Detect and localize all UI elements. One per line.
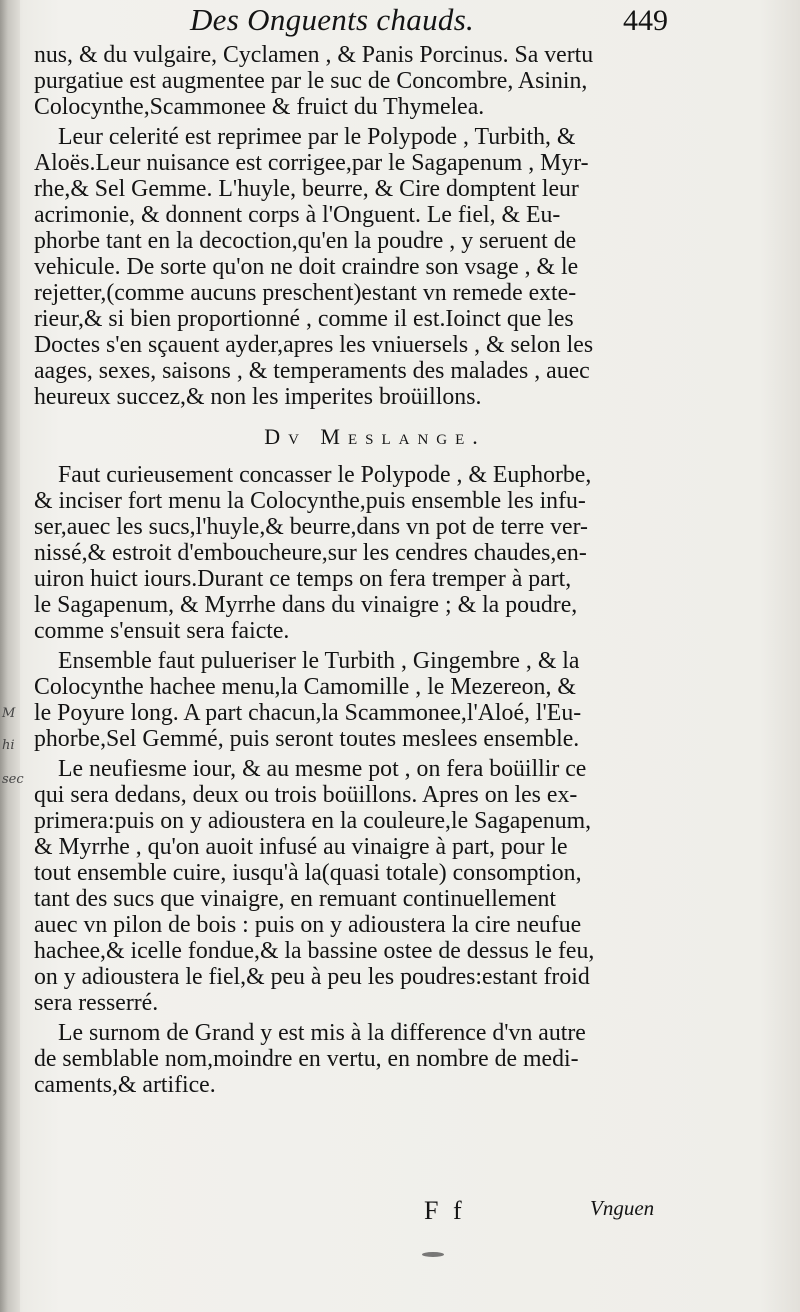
text-line: Colocynthe,Scammonee & fruict du Thymelea. [34, 94, 485, 120]
text-line: tant des sucs que vinaigre, en remuant continuellement [34, 886, 557, 912]
paragraph [34, 648, 666, 752]
section-heading: Dv Meslange. [264, 424, 486, 449]
paragraph [34, 462, 666, 644]
paragraph [34, 42, 666, 120]
running-head: Des Onguents chauds. [190, 2, 475, 37]
text-line: Faut curieusement concasser le Polypode , & Euphorbe, [58, 462, 592, 488]
text-line: sera resserré. [34, 990, 159, 1016]
text-line: nus, & du vulgaire, Cyclamen , & Panis Porcinus. Sa vertu [34, 42, 594, 68]
text-line: caments,& artifice. [34, 1072, 216, 1098]
margin-note: M [2, 706, 16, 721]
catchword: Vnguen [590, 1196, 655, 1220]
ink-smudge [422, 1252, 444, 1257]
text-line: rejetter,(comme aucuns preschent)estant vn remede exte- [34, 280, 577, 306]
text-line: nissé,& estroit d'emboucheure,sur les cendres chaudes,en- [34, 540, 587, 566]
text-line: de semblable nom,moindre en vertu, en nombre de medi- [34, 1046, 579, 1072]
text-line: Ensemble faut pulueriser le Turbith , Gingembre , & la [58, 648, 580, 674]
binding-gutter [0, 0, 24, 1312]
text-line: Le neufiesme iour, & au mesme pot , on fera boüillir ce [58, 756, 587, 782]
paragraph [34, 124, 666, 410]
text-line: & Myrrhe , qu'on auoit infusé au vinaigre à part, pour le [34, 834, 568, 860]
signature-mark: F f [424, 1196, 466, 1225]
text-line: & inciser fort menu la Colocynthe,puis ensemble les infu- [34, 488, 586, 514]
text-line: primera:puis on y adioustera en la couleure,le Sagapenum, [34, 808, 592, 834]
text-line: Aloës.Leur nuisance est corrigee,par le Sagapenum , Myr- [34, 150, 589, 176]
text-line: auec vn pilon de bois : puis on y adioustera la cire neufue [34, 912, 582, 938]
text-line: comme s'ensuit sera faicte. [34, 618, 290, 644]
paragraph [34, 1020, 666, 1098]
text-line: qui sera dedans, deux ou trois boüillons. Apres on les ex- [34, 782, 578, 808]
text-line: uiron huict iours.Durant ce temps on fera tremper à part, [34, 566, 572, 592]
text-line: aages, sexes, saisons , & temperaments des malades , auec [34, 358, 590, 384]
text-line: le Sagapenum, & Myrrhe dans du vinaigre ; & la poudre, [34, 592, 578, 618]
margin-note: hi [2, 738, 15, 753]
text-line: Doctes s'en sçauent ayder,apres les vniuersels , & selon les [34, 332, 594, 358]
text-line: on y adioustera le fiel,& peu à peu les poudres:estant froid [34, 964, 590, 990]
text-line: acrimonie, & donnent corps à l'Onguent. Le fiel, & Eu- [34, 202, 561, 228]
text-line: le Poyure long. A part chacun,la Scammonee,l'Aloé, l'Eu- [34, 700, 582, 726]
text-line: tout ensemble cuire, iusqu'à la(quasi totale) consomption, [34, 860, 582, 886]
text-line: ser,auec les sucs,l'huyle,& beurre,dans vn pot de terre ver- [34, 514, 588, 540]
text-line: phorbe,Sel Gemmé, puis seront toutes meslees ensemble. [34, 726, 580, 752]
text-body [34, 42, 666, 1102]
text-line: Le surnom de Grand y est mis à la difference d'vn autre [58, 1020, 586, 1046]
text-line: rieur,& si bien proportionné , comme il est.Ioinct que les [34, 306, 574, 332]
text-line: Colocynthe hachee menu,la Camomille , le Mezereon, & [34, 674, 576, 700]
text-line: rhe,& Sel Gemme. L'huyle, beurre, & Cire domptent leur [34, 176, 579, 202]
text-line: Leur celerité est reprimee par le Polypode , Turbith, & [58, 124, 576, 150]
text-line: phorbe tant en la decoction,qu'en la poudre , y seruent de [34, 228, 577, 254]
margin-note: sec [2, 772, 24, 787]
text-line: purgatiue est augmentee par le suc de Concombre, Asinin, [34, 68, 588, 94]
text-line: heureux succez,& non les imperites broüillons. [34, 384, 482, 410]
text-line: hachee,& icelle fondue,& la bassine ostee de dessus le feu, [34, 938, 595, 964]
text-line: vehicule. De sorte qu'on ne doit craindre son vsage , & le [34, 254, 579, 280]
page-number: 449 [623, 4, 668, 37]
paragraph [34, 756, 666, 1016]
